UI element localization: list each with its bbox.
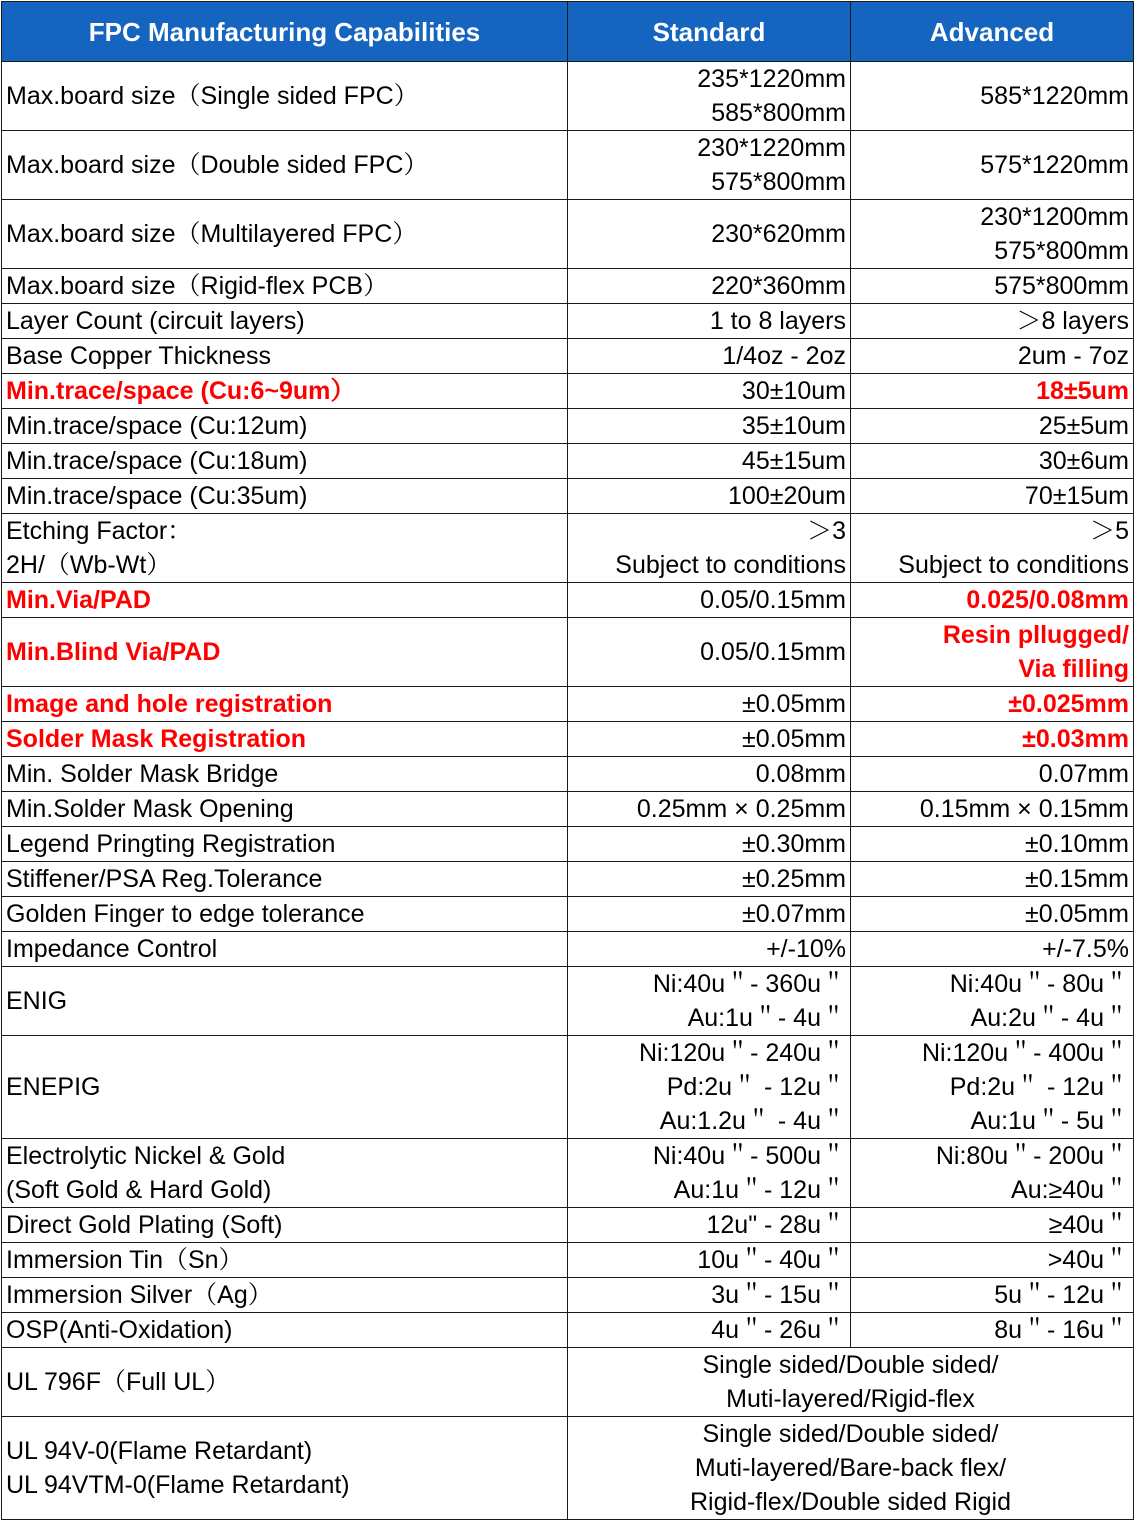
row-label bbox=[2, 1417, 568, 1520]
advanced-value-text: 2um - 7oz bbox=[1017, 342, 1129, 370]
row-label bbox=[2, 687, 568, 722]
standard-value-text: Au:1.2u＂ - 4u＂ bbox=[659, 1107, 846, 1135]
standard-value bbox=[568, 583, 851, 618]
standard-value bbox=[568, 897, 851, 932]
standard-value-text: 35±10um bbox=[741, 412, 846, 440]
advanced-value-text: Ni:120u＂- 400u＂ bbox=[921, 1039, 1129, 1067]
table-row bbox=[2, 444, 1134, 479]
standard-value bbox=[568, 1243, 851, 1278]
standard-value-text: Au:1u＂- 12u＂ bbox=[673, 1176, 846, 1204]
standard-value-text: 12u" - 28u＂ bbox=[706, 1211, 846, 1239]
row-label-text: Max.board size（Single sided FPC） bbox=[6, 82, 419, 110]
standard-value-text: 0.05/0.15mm bbox=[700, 586, 846, 614]
row-label-text: Immersion Silver（Ag） bbox=[6, 1281, 273, 1309]
standard-value bbox=[568, 932, 851, 967]
table-row-merged bbox=[2, 1348, 1134, 1417]
standard-value bbox=[568, 269, 851, 304]
row-label-text: Min. Solder Mask Bridge bbox=[6, 760, 279, 788]
standard-value-text: 230*1220mm bbox=[697, 134, 846, 162]
row-label bbox=[2, 1036, 568, 1139]
standard-value bbox=[568, 618, 851, 687]
row-label bbox=[2, 757, 568, 792]
table-row bbox=[2, 1139, 1134, 1208]
standard-value bbox=[568, 200, 851, 269]
certification-value-text: Rigid-flex/Double sided Rigid bbox=[690, 1488, 1011, 1516]
standard-value bbox=[568, 514, 851, 583]
row-label bbox=[2, 444, 568, 479]
standard-value-text: 3u＂- 15u＂ bbox=[711, 1281, 846, 1309]
advanced-value-text: ＞8 layers bbox=[1016, 307, 1129, 335]
row-label bbox=[2, 269, 568, 304]
advanced-value bbox=[851, 827, 1134, 862]
standard-value bbox=[568, 409, 851, 444]
standard-value bbox=[568, 792, 851, 827]
row-label-text: Min.Solder Mask Opening bbox=[6, 795, 294, 823]
advanced-value-text: Via filling bbox=[1018, 655, 1129, 683]
advanced-value bbox=[851, 897, 1134, 932]
standard-value-text: Ni:40u＂- 500u＂ bbox=[652, 1142, 846, 1170]
standard-value-text: 0.05/0.15mm bbox=[700, 638, 846, 666]
table-row bbox=[2, 269, 1134, 304]
standard-value-text: Au:1u＂- 4u＂ bbox=[687, 1004, 846, 1032]
row-label-text: Min.trace/space (Cu:35um) bbox=[6, 482, 308, 510]
advanced-value bbox=[851, 444, 1134, 479]
advanced-value-text: ±0.03mm bbox=[1022, 725, 1129, 753]
row-label bbox=[2, 967, 568, 1036]
table-row bbox=[2, 862, 1134, 897]
advanced-value-text: 18±5um bbox=[1036, 377, 1129, 405]
standard-value bbox=[568, 1139, 851, 1208]
advanced-value bbox=[851, 131, 1134, 200]
table-row bbox=[2, 62, 1134, 131]
standard-value-text: 585*800mm bbox=[711, 99, 846, 127]
advanced-value bbox=[851, 1313, 1134, 1348]
row-label-text: Golden Finger to edge tolerance bbox=[6, 900, 365, 928]
standard-value-text: 220*360mm bbox=[711, 272, 846, 300]
advanced-value bbox=[851, 583, 1134, 618]
row-label bbox=[2, 409, 568, 444]
certification-value-text: Muti-layered/Bare-back flex/ bbox=[694, 1454, 1007, 1482]
row-label bbox=[2, 62, 568, 131]
row-label bbox=[2, 722, 568, 757]
advanced-value-text: 0.15mm × 0.15mm bbox=[919, 795, 1129, 823]
table-row bbox=[2, 131, 1134, 200]
row-label-text: Stiffener/PSA Reg.Tolerance bbox=[6, 865, 323, 893]
table-row bbox=[2, 1243, 1134, 1278]
advanced-value-text: 230*1200mm bbox=[980, 203, 1129, 231]
table-row bbox=[2, 897, 1134, 932]
header-standard: Standard bbox=[568, 2, 851, 62]
standard-value-text: 230*620mm bbox=[711, 220, 846, 248]
standard-value-text: +/-10% bbox=[766, 935, 846, 963]
row-label-text: OSP(Anti-Oxidation) bbox=[6, 1316, 233, 1344]
row-label-text: Min.trace/space (Cu:12um) bbox=[6, 412, 308, 440]
table-row bbox=[2, 1278, 1134, 1313]
header-title: FPC Manufacturing Capabilities bbox=[2, 2, 568, 62]
advanced-value bbox=[851, 967, 1134, 1036]
standard-value-text: 10u＂- 40u＂ bbox=[697, 1246, 846, 1274]
advanced-value-text: Au:≥40u＂ bbox=[1011, 1176, 1129, 1204]
certification-value-text: Muti-layered/Rigid-flex bbox=[726, 1385, 975, 1413]
advanced-value-text: >40u＂ bbox=[1047, 1246, 1129, 1274]
standard-value bbox=[568, 967, 851, 1036]
table-row bbox=[2, 757, 1134, 792]
row-label bbox=[2, 304, 568, 339]
row-label bbox=[2, 1243, 568, 1278]
standard-value-text: ±0.07mm bbox=[741, 900, 846, 928]
table-row bbox=[2, 374, 1134, 409]
table-row bbox=[2, 1036, 1134, 1139]
standard-value-text: ＞3 bbox=[807, 517, 846, 545]
row-label-text: Image and hole registration bbox=[6, 690, 333, 718]
table-row bbox=[2, 409, 1134, 444]
table-row bbox=[2, 514, 1134, 583]
advanced-value bbox=[851, 687, 1134, 722]
row-label-text: Legend Pringting Registration bbox=[6, 830, 336, 858]
advanced-value-text: Au:1u＂- 5u＂ bbox=[970, 1107, 1129, 1135]
standard-value-text: 0.08mm bbox=[755, 760, 846, 788]
row-label-text: Min.trace/space (Cu:6~9um） bbox=[6, 377, 356, 405]
standard-value bbox=[568, 131, 851, 200]
row-label-text: (Soft Gold & Hard Gold) bbox=[6, 1176, 272, 1204]
row-label bbox=[2, 514, 568, 583]
row-label-text: Direct Gold Plating (Soft) bbox=[6, 1211, 283, 1239]
standard-value-text: ±0.05mm bbox=[741, 725, 846, 753]
table-row-merged bbox=[2, 1417, 1134, 1520]
table-row bbox=[2, 200, 1134, 269]
standard-value-text: Ni:120u＂- 240u＂ bbox=[638, 1039, 846, 1067]
standard-value bbox=[568, 827, 851, 862]
table-row bbox=[2, 1208, 1134, 1243]
standard-value bbox=[568, 757, 851, 792]
table-row bbox=[2, 792, 1134, 827]
advanced-value bbox=[851, 1208, 1134, 1243]
advanced-value bbox=[851, 269, 1134, 304]
table-row bbox=[2, 583, 1134, 618]
standard-value bbox=[568, 722, 851, 757]
table-row bbox=[2, 304, 1134, 339]
row-label-text: UL 796F（Full UL） bbox=[6, 1368, 231, 1396]
row-label bbox=[2, 827, 568, 862]
advanced-value bbox=[851, 514, 1134, 583]
standard-value bbox=[568, 1278, 851, 1313]
standard-value-text: 0.25mm × 0.25mm bbox=[636, 795, 846, 823]
standard-value bbox=[568, 479, 851, 514]
advanced-value-text: ±0.025mm bbox=[1008, 690, 1129, 718]
advanced-value bbox=[851, 304, 1134, 339]
standard-value-text: Ni:40u＂- 360u＂ bbox=[652, 970, 846, 998]
row-label-text: UL 94VTM-0(Flame Retardant) bbox=[6, 1471, 350, 1499]
advanced-value-text: Subject to conditions bbox=[898, 551, 1129, 579]
advanced-value bbox=[851, 1243, 1134, 1278]
standard-value-text: ±0.05mm bbox=[741, 690, 846, 718]
advanced-value-text: 0.07mm bbox=[1038, 760, 1129, 788]
row-label-text: ENEPIG bbox=[6, 1073, 101, 1101]
advanced-value bbox=[851, 374, 1134, 409]
advanced-value bbox=[851, 1036, 1134, 1139]
advanced-value bbox=[851, 479, 1134, 514]
row-label bbox=[2, 1348, 568, 1417]
row-label-text: Max.board size（Multilayered FPC） bbox=[6, 220, 418, 248]
table-row bbox=[2, 687, 1134, 722]
advanced-value-text: 70±15um bbox=[1024, 482, 1129, 510]
advanced-value-text: 25±5um bbox=[1038, 412, 1129, 440]
row-label-text: Min.Blind Via/PAD bbox=[6, 638, 221, 666]
advanced-value-text: 585*1220mm bbox=[980, 82, 1129, 110]
advanced-value-text: Ni:80u＂- 200u＂ bbox=[935, 1142, 1129, 1170]
standard-value-text: ±0.25mm bbox=[741, 865, 846, 893]
standard-value-text: 30±10um bbox=[741, 377, 846, 405]
advanced-value-text: 5u＂- 12u＂ bbox=[994, 1281, 1129, 1309]
row-label-text: Etching Factor： bbox=[6, 517, 193, 545]
certification-value bbox=[568, 1417, 1134, 1520]
standard-value bbox=[568, 339, 851, 374]
advanced-value-text: Resin pllugged/ bbox=[942, 621, 1129, 649]
advanced-value-text: ±0.15mm bbox=[1024, 865, 1129, 893]
header-row bbox=[2, 2, 1134, 62]
row-label-text: Max.board size（Rigid-flex PCB） bbox=[6, 272, 389, 300]
advanced-value-text: ≥40u＂ bbox=[1048, 1211, 1129, 1239]
advanced-value bbox=[851, 62, 1134, 131]
standard-value bbox=[568, 62, 851, 131]
standard-value bbox=[568, 1036, 851, 1139]
table-row bbox=[2, 932, 1134, 967]
row-label-text: Min.Via/PAD bbox=[6, 586, 151, 614]
certification-value bbox=[568, 1348, 1134, 1417]
table-row bbox=[2, 967, 1134, 1036]
table-row bbox=[2, 722, 1134, 757]
row-label bbox=[2, 1208, 568, 1243]
advanced-value-text: 575*1220mm bbox=[980, 151, 1129, 179]
table-body bbox=[2, 62, 1134, 1520]
standard-value bbox=[568, 1208, 851, 1243]
standard-value-text: 4u＂- 26u＂ bbox=[711, 1316, 846, 1344]
row-label bbox=[2, 1313, 568, 1348]
row-label bbox=[2, 339, 568, 374]
advanced-value bbox=[851, 200, 1134, 269]
advanced-value-text: ±0.10mm bbox=[1024, 830, 1129, 858]
row-label bbox=[2, 618, 568, 687]
standard-value bbox=[568, 374, 851, 409]
advanced-value-text: 575*800mm bbox=[994, 237, 1129, 265]
advanced-value bbox=[851, 409, 1134, 444]
advanced-value-text: 8u＂- 16u＂ bbox=[994, 1316, 1129, 1344]
table-row bbox=[2, 618, 1134, 687]
row-label-text: Immersion Tin（Sn） bbox=[6, 1246, 244, 1274]
advanced-value-text: Ni:40u＂- 80u＂ bbox=[949, 970, 1129, 998]
advanced-value bbox=[851, 792, 1134, 827]
standard-value-text: 100±20um bbox=[728, 482, 846, 510]
advanced-value bbox=[851, 757, 1134, 792]
advanced-value bbox=[851, 722, 1134, 757]
table-row bbox=[2, 479, 1134, 514]
row-label bbox=[2, 200, 568, 269]
advanced-value-text: 0.025/0.08mm bbox=[966, 586, 1129, 614]
standard-value bbox=[568, 862, 851, 897]
table-row bbox=[2, 339, 1134, 374]
advanced-value-text: 575*800mm bbox=[994, 272, 1129, 300]
certification-value-text: Single sided/Double sided/ bbox=[702, 1351, 999, 1379]
row-label bbox=[2, 862, 568, 897]
advanced-value bbox=[851, 862, 1134, 897]
row-label bbox=[2, 792, 568, 827]
standard-value-text: Subject to conditions bbox=[615, 551, 846, 579]
row-label-text: Impedance Control bbox=[6, 935, 218, 963]
row-label-text: Base Copper Thickness bbox=[6, 342, 271, 370]
certification-value-text: Single sided/Double sided/ bbox=[702, 1420, 999, 1448]
row-label-text: Max.board size（Double sided FPC） bbox=[6, 151, 429, 179]
advanced-value bbox=[851, 339, 1134, 374]
advanced-value-text: 30±6um bbox=[1038, 447, 1129, 475]
header-advanced: Advanced bbox=[851, 2, 1134, 62]
standard-value-text: 45±15um bbox=[741, 447, 846, 475]
advanced-value-text: Pd:2u＂ - 12u＂ bbox=[949, 1073, 1129, 1101]
standard-value-text: 1/4oz - 2oz bbox=[722, 342, 846, 370]
advanced-value bbox=[851, 618, 1134, 687]
row-label-text: Solder Mask Registration bbox=[6, 725, 307, 753]
row-label bbox=[2, 932, 568, 967]
row-label-text: Electrolytic Nickel & Gold bbox=[6, 1142, 286, 1170]
row-label-text: ENIG bbox=[6, 987, 68, 1015]
row-label-text: Layer Count (circuit layers) bbox=[6, 307, 305, 335]
standard-value bbox=[568, 444, 851, 479]
advanced-value-text: ±0.05mm bbox=[1024, 900, 1129, 928]
row-label bbox=[2, 583, 568, 618]
table-row bbox=[2, 1313, 1134, 1348]
standard-value bbox=[568, 304, 851, 339]
advanced-value-text: Au:2u＂- 4u＂ bbox=[970, 1004, 1129, 1032]
row-label bbox=[2, 1278, 568, 1313]
advanced-value bbox=[851, 1139, 1134, 1208]
standard-value-text: 235*1220mm bbox=[697, 65, 846, 93]
standard-value-text: ±0.30mm bbox=[741, 830, 846, 858]
row-label-text: Min.trace/space (Cu:18um) bbox=[6, 447, 308, 475]
row-label-text: 2H/（Wb-Wt） bbox=[6, 551, 172, 579]
row-label bbox=[2, 131, 568, 200]
standard-value-text: 575*800mm bbox=[711, 168, 846, 196]
advanced-value-text: ＞5 bbox=[1090, 517, 1129, 545]
advanced-value bbox=[851, 1278, 1134, 1313]
row-label-text: UL 94V-0(Flame Retardant) bbox=[6, 1437, 313, 1465]
capabilities-table bbox=[1, 1, 1134, 1520]
advanced-value bbox=[851, 932, 1134, 967]
row-label bbox=[2, 374, 568, 409]
standard-value-text: Pd:2u＂ - 12u＂ bbox=[666, 1073, 846, 1101]
standard-value bbox=[568, 1313, 851, 1348]
table-row bbox=[2, 827, 1134, 862]
row-label bbox=[2, 897, 568, 932]
standard-value-text: 1 to 8 layers bbox=[709, 307, 846, 335]
row-label bbox=[2, 1139, 568, 1208]
row-label bbox=[2, 479, 568, 514]
standard-value bbox=[568, 687, 851, 722]
advanced-value-text: +/-7.5% bbox=[1042, 935, 1129, 963]
